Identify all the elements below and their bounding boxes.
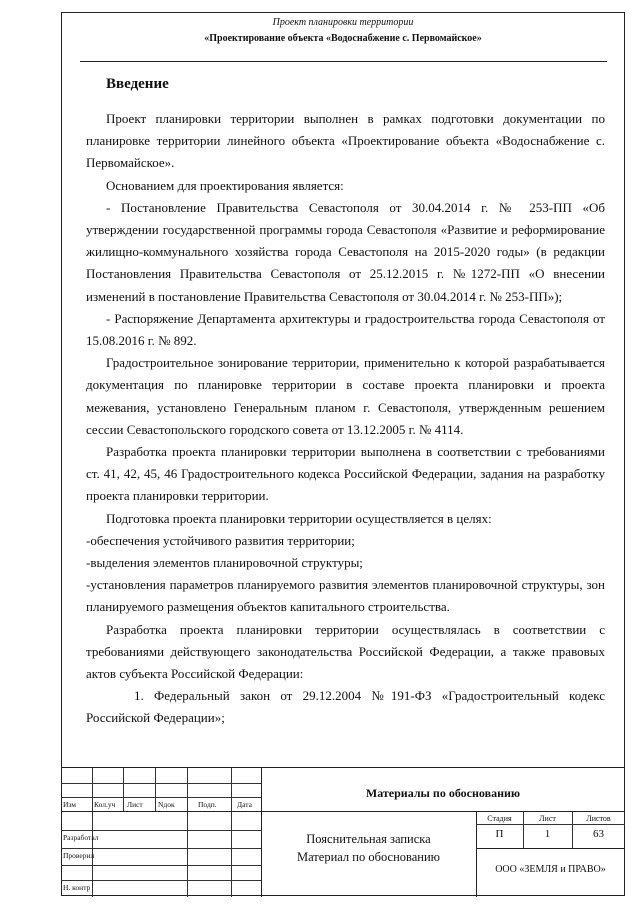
stage-value: П [495, 828, 504, 840]
organization-name: ООО «ЗЕМЛЯ и ПРАВО» [495, 864, 606, 875]
title-block-stamp [61, 767, 625, 896]
paragraph: Подготовка проекта планировки территории осуществляется в целях: [106, 510, 492, 526]
header-divider [80, 61, 607, 62]
role-n-kontr: Н. контр [63, 883, 91, 892]
doc-title-line2: Материал по обоснованию [296, 850, 441, 864]
page-title: Введение [106, 76, 169, 92]
sheet-label: Лист [539, 814, 556, 823]
stage-label: Стадия [487, 814, 512, 823]
paragraph: Градостроительное зонирование территории, применительно к которой разрабатывается документация по планировке территории в составе проекта планировки и проекта межевания, установлено Генеральным планом г. Севастополя, утвержденным решением сессии Севастопольского городского совета от 13.12.2005 г. № 4114. [86, 355, 605, 437]
col-list: Лист [127, 800, 143, 809]
col-izm: Изм [63, 800, 77, 809]
numbered-item: 1. Федеральный закон от 29.12.2004 №191-ФЗ «Градостроительный кодекс Российской Федерации»; [86, 688, 605, 726]
sheet-value: 1 [544, 828, 551, 840]
role-proveril: Проверил [63, 851, 95, 860]
paragraph: - Постановление Правительства Севастополя от 30.04.2014 г. № 253-ПП «Об утверждении государственной программы города Севастополя «Развитие и реформирование жилищно-коммунального хозяйства города Севастополя на 2015-2020 годы» (в редакции Постановления Правительства Севастополя от 25.12.2015 г. №1272-ПП «О внесении изменений в постановление Правительства Севастополя от 30.04.2014 г. № 253-ПП»); [86, 199, 605, 304]
col-data: Дата [237, 800, 252, 809]
col-kol-uch: Кол.уч [94, 800, 116, 809]
paragraph: - Распоряжение Департамента архитектуры и градостроительства города Севастополя от 15.08.2016 г. № 892. [86, 310, 605, 349]
col-ndok: Nдок [158, 800, 175, 809]
sheets-label: Листов [586, 814, 611, 823]
doc-title-line1: Пояснительная записка [306, 832, 431, 846]
section-title: Материалы по обоснованию [365, 786, 521, 800]
list-item: -обеспечения устойчивого развития территории; [86, 532, 355, 548]
header-subtitle: Проект планировки территории [272, 17, 414, 28]
sheets-value: 63 [593, 828, 604, 840]
paragraph: Разработка проекта планировки территории выполнена в соответствии с требованиями ст. 41, 42, 45, 46 Градостроительного кодекса Российской Федерации, задания на разработку проекта планировки территории. [86, 444, 605, 504]
document-body [86, 108, 605, 730]
list-item: -выделения элементов планировочной структуры; [86, 555, 363, 571]
paragraph: Основанием для проектирования является: [106, 177, 344, 193]
col-podp: Подп. [198, 800, 217, 809]
header-project-name: «Проектирование объекта «Водоснабжение с. Первомайское» [204, 33, 482, 44]
paragraph: Разработка проекта планировки территории осуществлялась в соответствии с требованиями действующего законодательства Российской Федерации, а также правовых актов субъекта Российской Федерации: [86, 621, 605, 682]
role-razrabotal: Разработал [63, 833, 99, 842]
paragraph: Проект планировки территории выполнен в рамках подготовки документации по планировке территории линейного объекта «Проектирование объекта «Водоснабжение с. Первомайское». [86, 111, 605, 171]
list-item: -установления параметров планируемого развития элементов планировочной структуры, зон планируемого размещения объектов капитального строительства. [86, 577, 605, 615]
